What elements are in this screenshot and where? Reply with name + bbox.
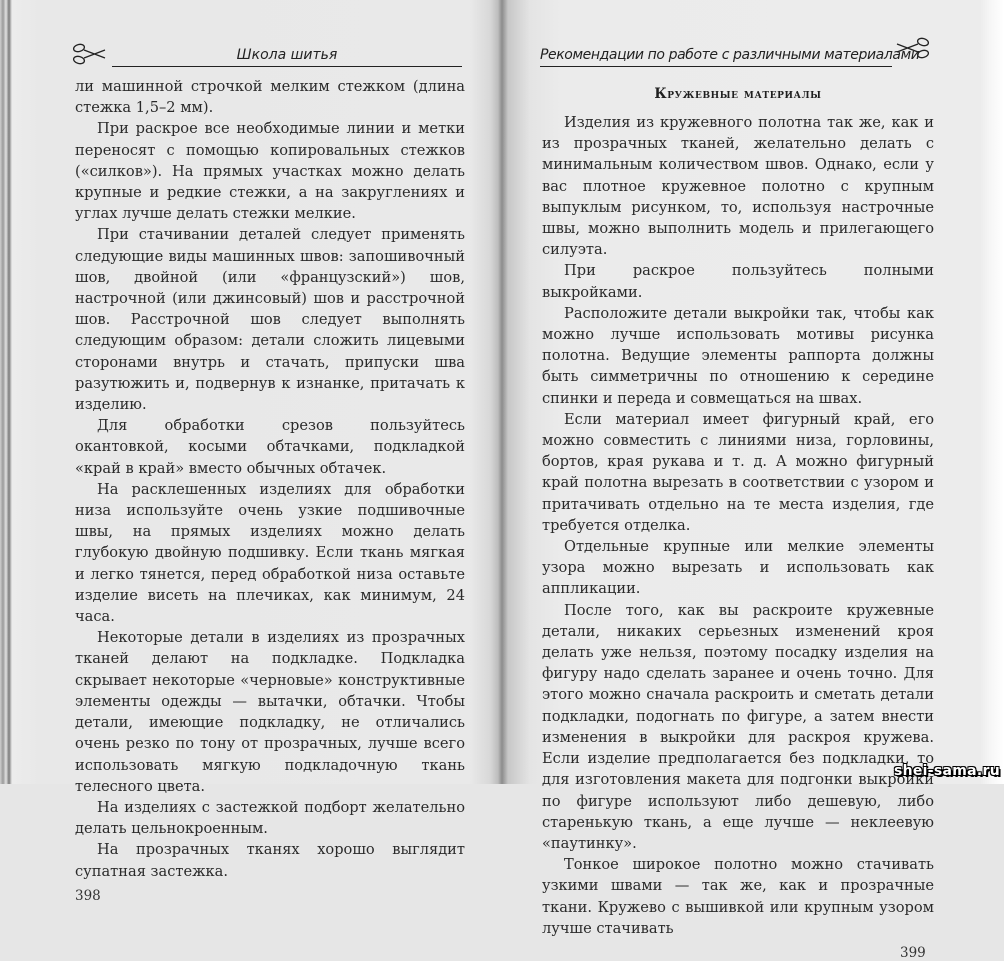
left-page <box>0 0 500 904</box>
paragraph: Тонкое широкое полотно можно стачивать узкими швами — так же, как и прозрачные ткани. Кружево с вышивкой или крупным узором лучше стачивать <box>542 856 934 937</box>
paragraph: На расклешенных изделиях для обработки низа используйте очень узкие подшивочные швы, на прямых изделиях можно делать глубокую двойную подшивку. Если ткань мягкая и легко тянется, перед обработкой низа оставьте изделие висеть на плечиках, как минимум, 24 часа. <box>75 480 465 626</box>
paragraph: ли машинной строчкой мелким стежком (длина стежка 1,5–2 мм). <box>75 78 465 117</box>
running-head-title: Школа шитья <box>236 47 338 63</box>
body-text <box>542 112 934 939</box>
paragraph: Расположите детали выкройки так, чтобы как можно лучше использовать мотивы рисунка полотна. Ведущие элементы раппорта должны быть симметричны по отношению к середине спинки и переда и совмещаться на швах. <box>542 304 934 407</box>
running-head <box>112 42 462 67</box>
scissors-icon <box>896 36 930 60</box>
running-head <box>540 42 920 67</box>
paragraph: При раскрое все необходимые линии и метки переносят с помощью копировальных стежков («силков»). На прямых участках можно делать крупные и редкие стежки, а на закруглениях и углах лучше делать стежки мелкие. <box>75 120 465 223</box>
body-text <box>75 76 465 882</box>
watermark: shei-sama.ru <box>893 763 1000 779</box>
paragraph: Изделия из кружевного полотна так же, как и из прозрачных тканей, желательно делать с минимальным количеством швов. Однако, если у вас плотное кружевное полотно с крупным выпуклым рисунком, то, используя настрочные швы, можно выполнить модель и прилегающего силуэта. <box>542 114 934 259</box>
paragraph: При раскрое пользуйтесь полными выкройками. <box>542 262 934 301</box>
paragraph: Отдельные крупные или мелкие элементы узора можно вырезать и использовать как аппликации. <box>542 538 934 598</box>
right-page <box>502 0 1004 961</box>
paragraph: После того, как вы раскроите кружевные детали, никаких серьезных изменений кроя делать уже нельзя, поэтому посадку изделия на фигуру надо сделать заранее и очень точно. Для этого можно сначала раскроить и сметать детали подкладки, подогнать по фигуре, а затем внести изменения в выкройки для раскроя кружева. Если изделие предполагается без подкладки, то для изготовления макета для подгонки выкройки по фигуре используют либо дешевую, либо старенькую ткань, а еще лучше — неклеевую «паутинку». <box>542 601 934 852</box>
page-number: 398 <box>75 888 101 904</box>
page-number: 399 <box>900 945 926 961</box>
paragraph: При стачивании деталей следует применять следующие виды машинных швов: запошивочный шов, двойной (или «французский») шов, настрочной (или джинсовый) шов и расстрочной шов. Расстрочной шов следует выполнять следующим образом: детали сложить лицевыми сторонами внутрь и стачать, припуски шва разутюжить и, подвернув к изнанке, притачать к изделию. <box>75 226 465 414</box>
running-head-title: Рекомендации по работе с различными материалами <box>540 47 920 63</box>
paragraph: Некоторые детали в изделиях из прозрачных тканей делают на подкладке. Подкладка скрывает некоторые «черновые» конструктивные элементы одежды — вытачки, обтачки. Чтобы детали, имеющие подкладку, не отличались очень резко по тону от прозрачных, лучше всего использовать мягкую подкладочную ткань телесного цвета. <box>75 629 465 795</box>
section-heading: Кружевные материалы <box>654 86 822 102</box>
paragraph: Если материал имеет фигурный край, его можно совместить с линиями низа, горловины, бортов, края рукава и т. д. А можно фигурный край полотна вырезать в соответствии с узором и притачивать отдельно на те места изделия, где требуется отделка. <box>542 410 934 534</box>
scissors-icon <box>72 42 106 66</box>
paragraph: На прозрачных тканях хорошо выглядит супатная застежка. <box>75 841 465 880</box>
paragraph: На изделиях с застежкой подборт желательно делать цельнокроенным. <box>75 798 465 838</box>
paragraph: Для обработки срезов пользуйтесь окантовкой, косыми обтачками, подкладкой «край в край» вместо обычных обтачек. <box>75 417 465 477</box>
